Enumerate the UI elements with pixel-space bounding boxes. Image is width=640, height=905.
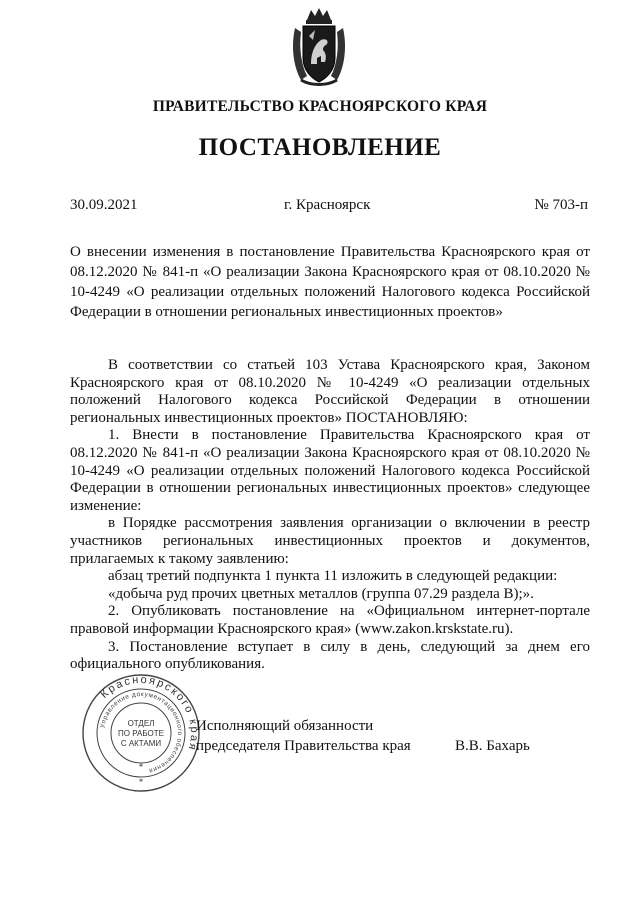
paragraph: 2. Опубликовать постановление на «Официальном интернет-портале правовой информации Красноярского края» (www.zakon.krskstate.ru). [70,603,590,637]
signatory-role [196,716,411,756]
signatory-name: В.В. Бахарь [455,738,530,754]
official-stamp-icon [80,672,202,794]
document-body [70,357,590,674]
paragraph: В соответствии со статьей 103 Устава Красноярского края, Законом Красноярского края от 08.10.2020 № 10-4249 «О реализации отдельных положений Налогового кодекса Российской Федерации в отношении региональных инвестиционных проектов» ПОСТАНОВЛЯЮ: [70,357,590,426]
stamp-center-line: С АКТАМИ [120,739,162,748]
document-type: ПОСТАНОВЛЕНИЕ [198,134,442,161]
paragraph: 1. Внести в постановление Правительства Красноярского края от 08.12.2020 № 841-п «О реализации Закона Красноярского края от 08.10.2020 № 10-4249 «О реализации отдельных положений Налогового кодекса Российской Федерации в отношении региональных инвестиционных проектов» следующее изменение: [70,427,590,514]
stamp-center-line: ОТДЕЛ [127,719,155,728]
document-date: 30.09.2021 [70,197,138,213]
document-city: г. Красноярск [284,197,371,213]
svg-text:*: * [138,762,144,772]
organization-title: ПРАВИТЕЛЬСТВО КРАСНОЯРСКОГО КРАЯ [152,98,488,115]
paragraph: «добыча руд прочих цветных металлов (группа 07.29 раздела B);». [108,585,534,602]
svg-text:*: * [138,777,144,787]
document-number: № 703-п [534,197,588,213]
stamp-inner-text: Управление документационного обеспечения [99,690,184,775]
paragraph: 3. Постановление вступает в силу в день, следующий за днем его официального опубликования. [70,638,590,673]
coat-of-arms-icon [291,6,347,88]
document-subject: О внесении изменения в постановление Правительства Красноярского края от 08.12.2020 № 841-п «О реализации Закона Красноярского края от 08.10.2020 № 10-4249 «О реализации отдельных положений Налогового кодекса Российской Федерации в отношении региональных инвестиционных проектов» [70,244,590,320]
signatory-role-line: председателя Правительства края [196,738,411,754]
stamp-outer-text: Красноярского края [98,673,201,753]
stamp-center-line: ПО РАБОТЕ [118,729,164,738]
paragraph: в Порядке рассмотрения заявления организации о включении в реестр участников региональных инвестиционных проектов и документов, прилагаемых к такому заявлению: [70,515,590,567]
paragraph: абзац третий подпункта 1 пункта 11 изложить в следующей редакции: [108,568,558,585]
signatory-role-line: Исполняющий обязанности [196,718,374,734]
